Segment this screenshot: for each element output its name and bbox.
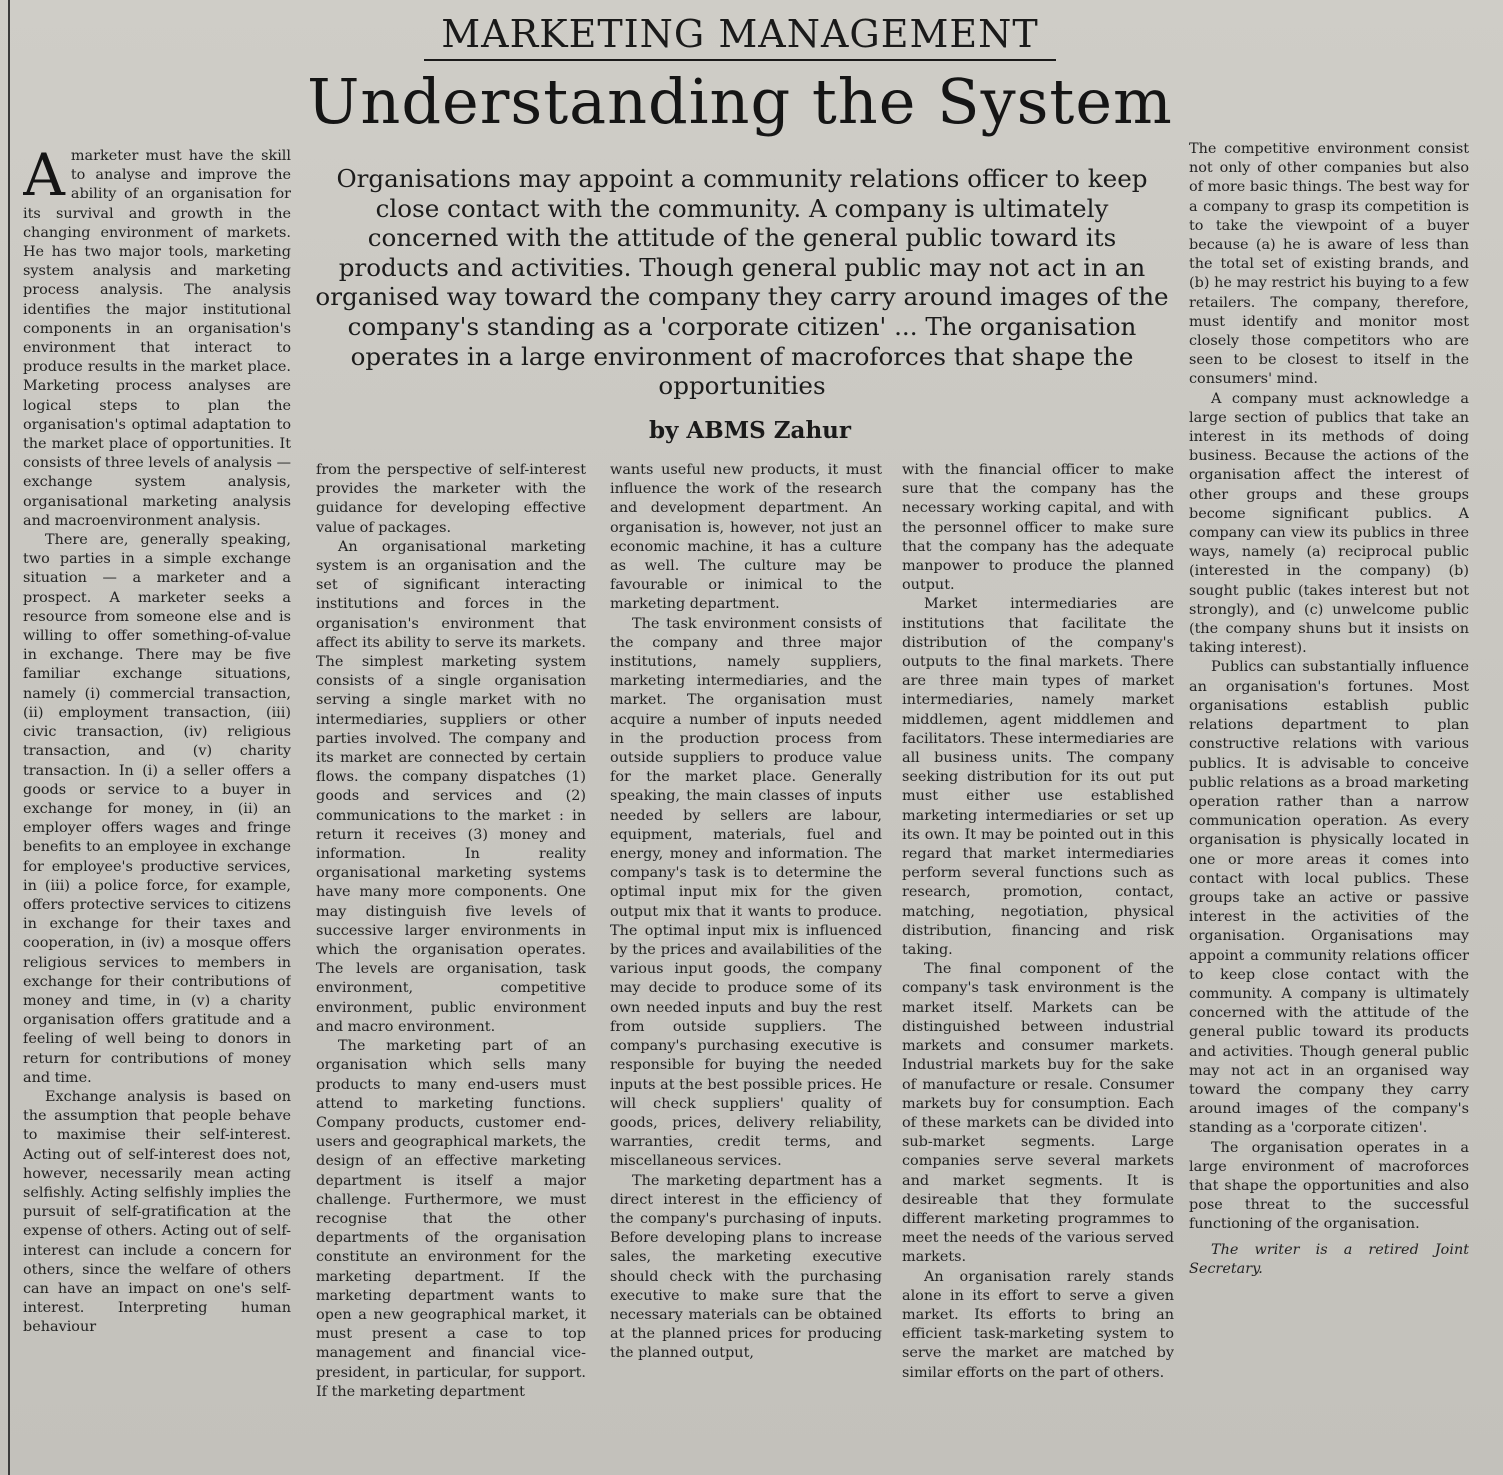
paragraph: The marketing department has a direct interest in the efficiency of the company's purchasing of inputs. Before developing plans to increase sales, the marketing executive should check with the purchasing executive to make sure that the necessary materials can be obtained at the planned prices for producing the planned output, bbox=[610, 1172, 882, 1362]
paragraph: Exchange analysis is based on the assumption that people behave to maximise their self-interest. Acting out of self-interest does not, however, necessarily mean acting selfishly. Acting selfishly implies the pursuit of self-gratification at the expense of others. Acting out of self-interest can include a concern for others, since the welfare of others can have an impact on one's self-interest. Interpreting human behaviour bbox=[23, 1088, 291, 1336]
byline: by ABMS Zahur bbox=[648, 417, 852, 444]
article-column-2 bbox=[316, 461, 586, 1473]
paragraph: A company must acknowledge a large section of publics that take an interest in its methods of doing business. Because the actions of the organisation affect the interest of other groups and these groups become significant publics. A company can view its publics in three ways, namely (a) reciprocal public (interested in the company) (b) sought public (takes interest but not strongly), and (c) unwelcome public (the company shuns but it insists on taking interest). bbox=[1189, 390, 1469, 657]
left-column-rule bbox=[8, 0, 10, 1475]
paragraph: The organisation operates in a large environment of macroforces that shape the opportunities and also pose threat to the successful functioning of the organisation. bbox=[1189, 1139, 1469, 1233]
paragraph bbox=[23, 147, 291, 531]
paragraph: The marketing part of an organisation which sells many products to many end-users must attend to marketing functions. Company products, customer end-users and geographical markets, the design of an effective marketing department is itself a major challenge. Furthermore, we must recognise that the other departments of the organisation constitute an environment for the marketing department. If the marketing department wants to open a new geographical market, it must present a case to top management and financial vice-president, in particular, for support. If the marketing department bbox=[316, 1038, 586, 1400]
paragraph: An organisational marketing system is an organisation and the set of significant interacting institutions and forces in the organisation's environment that affect its ability to serve its markets. The simplest marketing system consists of a single organisation serving a single market with no intermediaries, suppliers or other parties involved. The company and its market are connected by certain flows. the company dispatches (1) goods and services and (2) communications to the market : in return it receives (3) money and information. In reality organisational marketing systems have many more components. One may distinguish five levels of successive larger environments in which the organisation operates. The levels are organisation, task environment, competitive environment, public environment and macro environment. bbox=[316, 538, 586, 1035]
article-column-5 bbox=[1189, 140, 1469, 1473]
article-column-4 bbox=[902, 461, 1174, 1473]
paragraph: An organisation rarely stands alone in its effort to serve a given market. Its efforts to bring an efficient task-marketing system to serve the market are matched by similar efforts on the part of others. bbox=[902, 1268, 1174, 1381]
article-column-1 bbox=[23, 147, 291, 1473]
section-label: MARKETING MANAGEMENT bbox=[441, 12, 1039, 56]
paragraph: The final component of the company's task environment is the market itself. Markets can be distinguished between industrial markets and consumer markets. Industrial markets buy for the sake of manufacture or resale. Consumer markets buy for consumption. Each of these markets can be divided into sub-market segments. Large companies serve several markets and market segments. It is desireable that they formulate different marketing programmes to meet the needs of the various served markets. bbox=[902, 961, 1174, 1266]
author-signoff: The writer is a retired Joint Secretary. bbox=[1189, 1241, 1469, 1277]
section-underline bbox=[424, 59, 1056, 61]
paragraph: There are, generally speaking, two parties in a simple exchange situation — a marketer and a prospect. A marketer seeks a resource from someone else and is willing to offer something-of-value in exchange. There may be five familiar exchange situations, namely (i) commercial transaction, (ii) employment transaction, (iii) civic transaction, (iv) religious transaction, and (v) charity transaction. In (i) a seller offers a goods or service to a buyer in exchange for money, in (ii) an employer offers wages and fringe benefits to an employee in exchange for employee's productive services, in (iii) a police force, for example, offers protective services to citizens in exchange for their taxes and cooperation, in (iv) a mosque offers religious services to members in exchange for their contributions of money and time, in (v) a charity organisation offers gratitude and a feeling of well being to donors in return for contributions of money and time. bbox=[23, 532, 291, 1086]
drop-cap: A bbox=[23, 147, 65, 209]
paragraph: Market intermediaries are institutions that facilitate the distribution of the company's outputs to the final markets. There are three main types of market intermediaries, namely market middlemen, agent middlemen and facilitators. These intermediaries are all business units. The company seeking distribution for its out put must either use established marketing intermediaries or set up its own. It may be pointed out in this regard that market intermediaries perform several functions such as research, promotion, contact, matching, negotiation, physical distribution, financing and risk taking. bbox=[902, 596, 1174, 959]
headline: Understanding the System bbox=[307, 65, 1173, 138]
paragraph-text: marketer must have the skill to analyse and improve the ability of an organisation for its survival and growth in the changing environment of markets. He has two major tools, marketing system analysis and marketing process analysis. The analysis identifies the major institutional components in an organisation's environment that interact to produce results in the market place. Marketing process analyses are logical steps to plan the organisation's optimal adaptation to the market place of opportunities. It consists of three levels of analysis — exchange system analysis, organisational marketing analysis and macroenvironment analysis. bbox=[23, 148, 291, 529]
paragraph: wants useful new products, it must influence the work of the research and development department. An organisation is, however, not just an economic machine, it has a culture as well. The culture may be favourable or inimical to the marketing department. bbox=[610, 462, 882, 613]
article-column-3 bbox=[610, 461, 882, 1473]
paragraph: The competitive environment consist not only of other companies but also of more basic things. The best way for a company to grasp its competition is to take the viewpoint of a buyer because (a) he is aware of less than the total set of existing brands, and (b) he may restrict his buying to a few retailers. The company, therefore, must identify and monitor most closely those competitors who are seen to be closest to itself in the consumers' mind. bbox=[1189, 141, 1469, 388]
paragraph: The task environment consists of the company and three major institutions, namely suppliers, marketing intermediaries, and the market. The organisation must acquire a number of inputs needed in the production process from outside suppliers to produce value for the market place. Generally speaking, the main classes of inputs needed by sellers are labour, equipment, materials, fuel and energy, money and information. The company's task is to determine the optimal input mix for the given output mix that it wants to produce. The optimal input mix is influenced by the prices and availabilities of the various input goods, the company may decide to produce some of its own needed inputs and buy the rest from outside suppliers. The company's purchasing executive is responsible for buying the needed inputs at the best possible prices. He will check suppliers' quality of goods, prices, delivery reliability, warranties, credit terms, and miscellaneous services. bbox=[610, 615, 882, 1170]
paragraph: with the financial officer to make sure that the company has the necessary working capital, and with the personnel officer to make sure that the company has the adequate manpower to produce the planned output. bbox=[902, 462, 1174, 594]
standfirst: Organisations may appoint a community relations officer to keep close contact with the community. A company is ultimately concerned with the attitude of the general public toward its products and activities. Though general public may not act in an organised way toward the company they carry around images of the company's standing as a 'corporate citizen' ... The organisation operates in a large environment of macroforces that shape the opportunities bbox=[315, 164, 1169, 401]
paragraph: from the perspective of self-interest provides the marketer with the guidance for developing effective value of packages. bbox=[316, 462, 586, 536]
paragraph: Publics can substantially influence an organisation's fortunes. Most organisations establish public relations department to plan constructive relations with various publics. It is advisable to conceive public relations as a broad marketing operation rather than a narrow communication operation. As every organisation is physically located in one or more areas it comes into contact with local publics. These groups take an active or passive interest in the activities of the organisation. Organisations may appoint a community relations officer to keep close contact with the community. A company is ultimately concerned with the attitude of the general public toward its products and activities. Though general public may not act in an organised way toward the company they carry around images of the company's standing as a 'corporate citizen'. bbox=[1189, 659, 1469, 1137]
